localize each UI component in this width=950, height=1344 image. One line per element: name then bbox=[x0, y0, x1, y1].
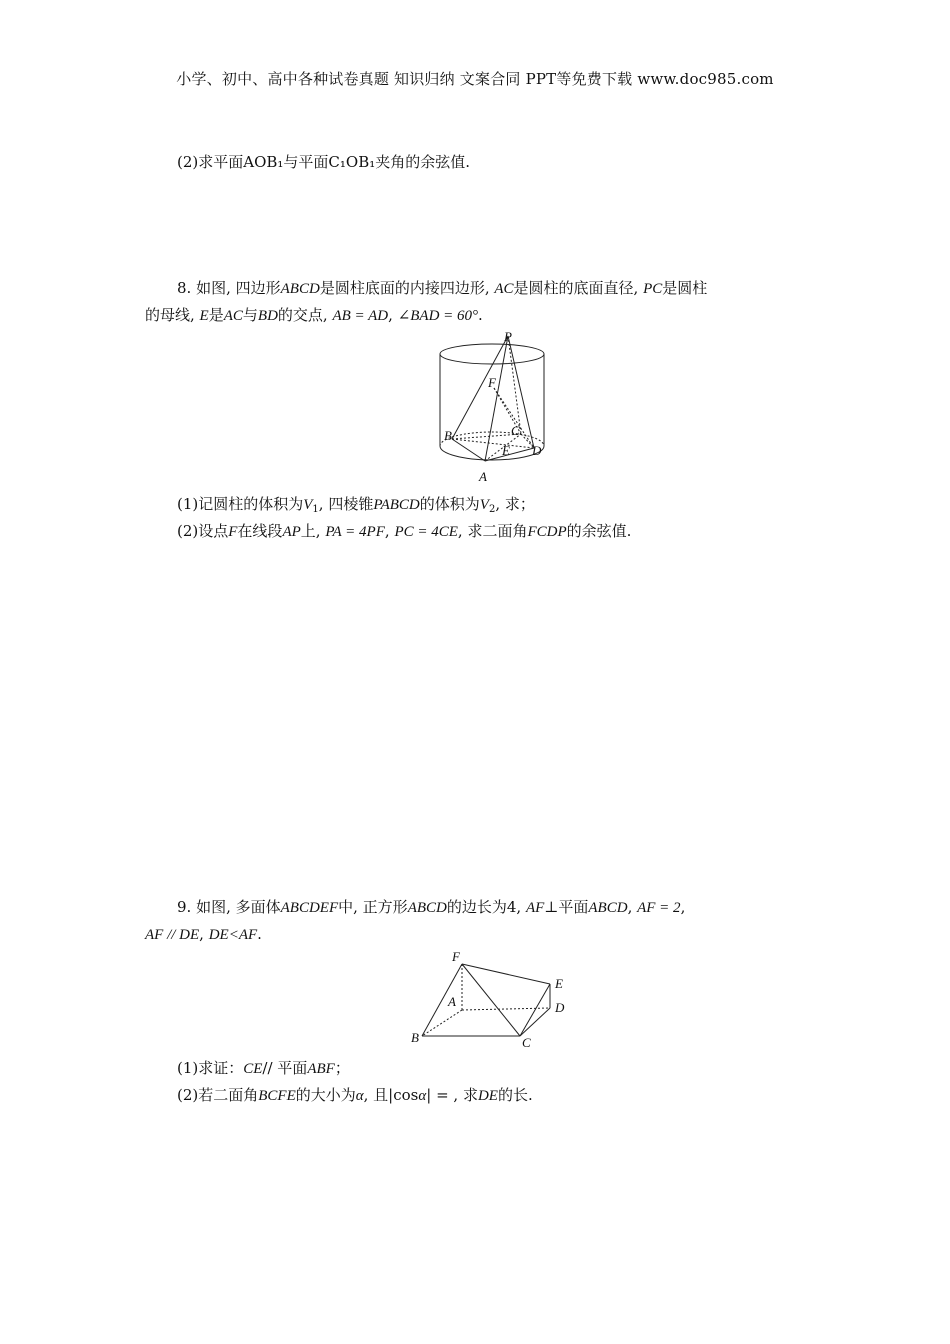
q8-label-b: B bbox=[444, 428, 452, 443]
q9-number: 9. 如图, bbox=[177, 898, 236, 916]
q8-label-c: C bbox=[511, 423, 520, 438]
q9-line2: AF // DE, DE<AF. bbox=[145, 925, 262, 943]
q9-part1: (1)求证：CE// 平面ABF； bbox=[177, 1059, 350, 1077]
q8-line2: 的母线, E是AC与BD的交点, AB = AD, ∠BAD = 60°. bbox=[145, 306, 483, 324]
q8-label-d: D bbox=[532, 443, 542, 458]
q8-cylinder-figure bbox=[430, 328, 555, 488]
q8-abcd: ABCD bbox=[280, 281, 320, 297]
q9-label-f: F bbox=[452, 949, 460, 964]
q8-label-p: P bbox=[504, 329, 512, 344]
q9-label-e: E bbox=[555, 976, 563, 991]
q9-polyhedron-figure bbox=[410, 948, 575, 1050]
q7-part2: (2)求平面AOB₁与平面C₁OB₁夹角的余弦值. bbox=[177, 153, 471, 171]
q8-part2: (2)设点F在线段AP上, PA = 4PF, PC = 4CE, 求二面角FCDP的余弦值. bbox=[177, 522, 632, 540]
q8-label-a: A bbox=[479, 469, 487, 484]
q8-line1: 8. 如图, 四边形ABCD是圆柱底面的内接四边形, AC是圆柱的底面直径, PC是圆柱 bbox=[177, 279, 708, 297]
q9-part2: (2)若二面角BCFE的大小为α, 且|cosα| = , 求DE的长. bbox=[177, 1086, 533, 1104]
q9-label-d: D bbox=[555, 1000, 565, 1015]
q8-label-f: F bbox=[488, 375, 496, 390]
q8-part1: (1)记圆柱的体积为$V_1$, 四棱锥PABCD的体积为$V_2$, 求； bbox=[177, 495, 535, 515]
q9-label-b: B bbox=[411, 1030, 419, 1045]
q9-label-a: A bbox=[448, 994, 456, 1009]
q8-number: 8. 如图, bbox=[177, 279, 236, 297]
q8-label-e: E bbox=[502, 443, 510, 458]
q9-label-c: C bbox=[522, 1035, 531, 1050]
page-header: 小学、初中、高中各种试卷真题 知识归纳 文案合同 PPT等免费下载 www.doc985.com bbox=[176, 70, 774, 88]
q9-line1: 9. 如图, 多面体ABCDEF中, 正方形ABCD的边长为4, AF⊥平面ABCD, AF = 2, bbox=[177, 898, 686, 916]
